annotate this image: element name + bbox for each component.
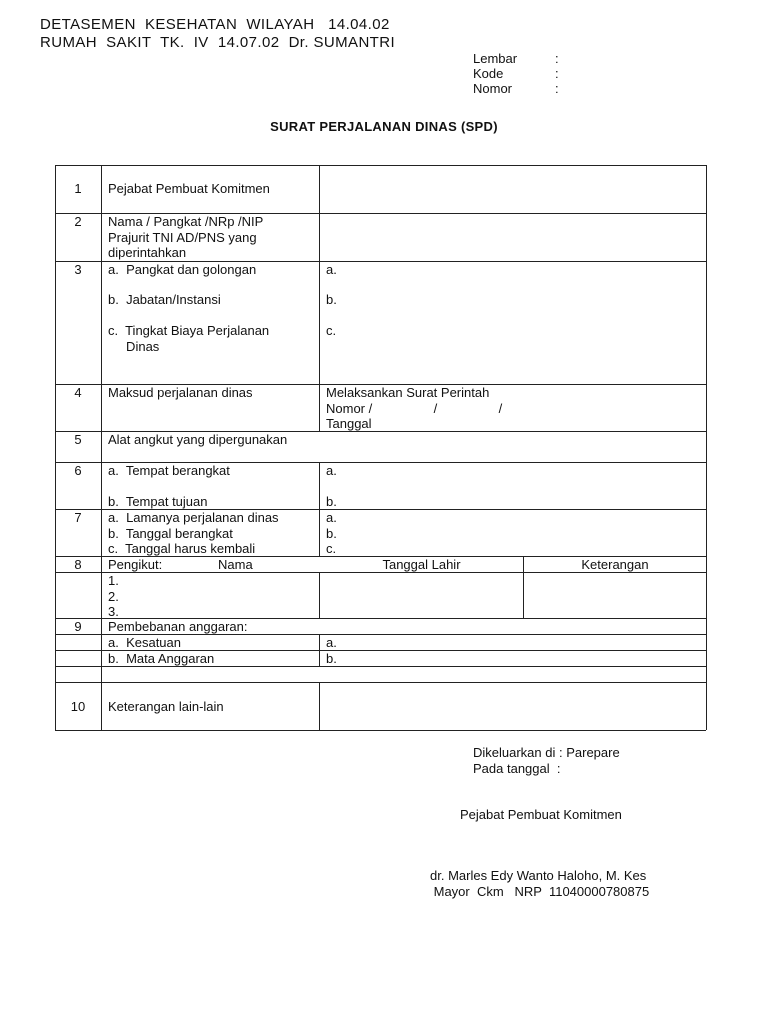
meta-colon: :: [555, 51, 559, 66]
pengikut-list: 1. 2. 3.: [108, 573, 119, 619]
row-number: 6: [74, 463, 82, 478]
row-label-keterangan-lain: Keterangan lain-lain: [108, 699, 224, 714]
row-number: 3: [74, 262, 82, 277]
row-value-a: a.: [326, 463, 337, 478]
row-label-pengikut: Pengikut:: [108, 557, 163, 572]
hospital-name: RUMAH SAKIT TK. IV 14.07.02 Dr. SUMANTRI: [40, 34, 396, 51]
row-value-a: a.: [326, 635, 337, 650]
row-value-abc: a. b. c.: [326, 510, 337, 556]
row-value-a: a.: [326, 262, 337, 277]
row-label-alat-angkut: Alat angkut yang dipergunakan: [108, 432, 288, 447]
unit-name: DETASEMEN KESEHATAN WILAYAH 14.04.02: [40, 16, 390, 33]
table-border-right: [706, 165, 707, 730]
row-number: 2: [74, 214, 82, 229]
column-header-tanggal-lahir: Tanggal Lahir: [382, 557, 461, 572]
row-value-b: b.: [326, 292, 337, 307]
meta-colon: :: [555, 66, 559, 81]
row-value-c: c.: [326, 323, 337, 338]
value-column-divider: [319, 572, 320, 618]
row-number: 5: [74, 432, 82, 447]
row-label-pejabat: Pejabat Pembuat Komitmen: [108, 181, 270, 196]
row-label-pembebanan: Pembebanan anggaran:: [108, 619, 248, 634]
row-number: 8: [74, 557, 82, 572]
issued-date: Pada tanggal :: [473, 761, 561, 776]
value-column-divider: [319, 682, 320, 730]
table-border-top: [55, 165, 706, 166]
row-label-lamanya: a. Lamanya perjalanan dinas b. Tanggal berangkat c. Tanggal harus kembali: [108, 510, 279, 556]
signer-name: dr. Marles Edy Wanto Haloho, M. Kes: [430, 868, 647, 883]
signer-role: Pejabat Pembuat Komitmen: [460, 807, 622, 822]
row-divider: [55, 682, 706, 683]
issued-place: Dikeluarkan di : Parepare: [473, 745, 620, 760]
meta-colon: :: [555, 81, 559, 96]
signer-rank-nrp: Mayor Ckm NRP 11040000780875: [430, 884, 650, 899]
row-value-surat-perintah: Melaksankan Surat Perintah Nomor / / / Tanggal: [326, 385, 503, 431]
meta-label: Lembar: [473, 51, 518, 66]
row-label-nama: Nama / Pangkat /NRp /NIP Prajurit TNI AD/PNS yang diperintahkan: [108, 214, 264, 260]
row-value-b: b.: [326, 494, 337, 509]
row-value-b: b.: [326, 651, 337, 666]
row-number: 1: [74, 181, 82, 196]
column-header-nama: Nama: [218, 557, 253, 572]
value-column-divider: [319, 462, 320, 556]
document-title: SURAT PERJALANAN DINAS (SPD): [270, 119, 498, 134]
row-label-maksud: Maksud perjalanan dinas: [108, 385, 253, 400]
number-column-divider: [101, 165, 102, 730]
row-number: 7: [74, 510, 82, 525]
row-label-mata-anggaran: b. Mata Anggaran: [108, 651, 215, 666]
value-column-divider: [319, 165, 320, 431]
column-header-keterangan: Keterangan: [581, 557, 649, 572]
value-column-divider: [319, 634, 320, 666]
row-label-tempat-tujuan: b. Tempat tujuan: [108, 494, 208, 509]
row-label-kesatuan: a. Kesatuan: [108, 635, 181, 650]
meta-label: Kode: [473, 66, 504, 81]
row-label-jabatan: b. Jabatan/Instansi: [108, 292, 221, 307]
row-label-pangkat: a. Pangkat dan golongan: [108, 262, 257, 277]
row-number: 9: [74, 619, 82, 634]
row-label-tempat-berangkat: a. Tempat berangkat: [108, 463, 230, 478]
table-border-bottom: [55, 730, 706, 731]
table-border-left: [55, 165, 56, 730]
row-label-tingkat-biaya: c. Tingkat Biaya Perjalanan Dinas: [108, 323, 270, 354]
row-number: 4: [74, 385, 82, 400]
meta-label: Nomor: [473, 81, 513, 96]
row-number: 10: [70, 699, 86, 714]
